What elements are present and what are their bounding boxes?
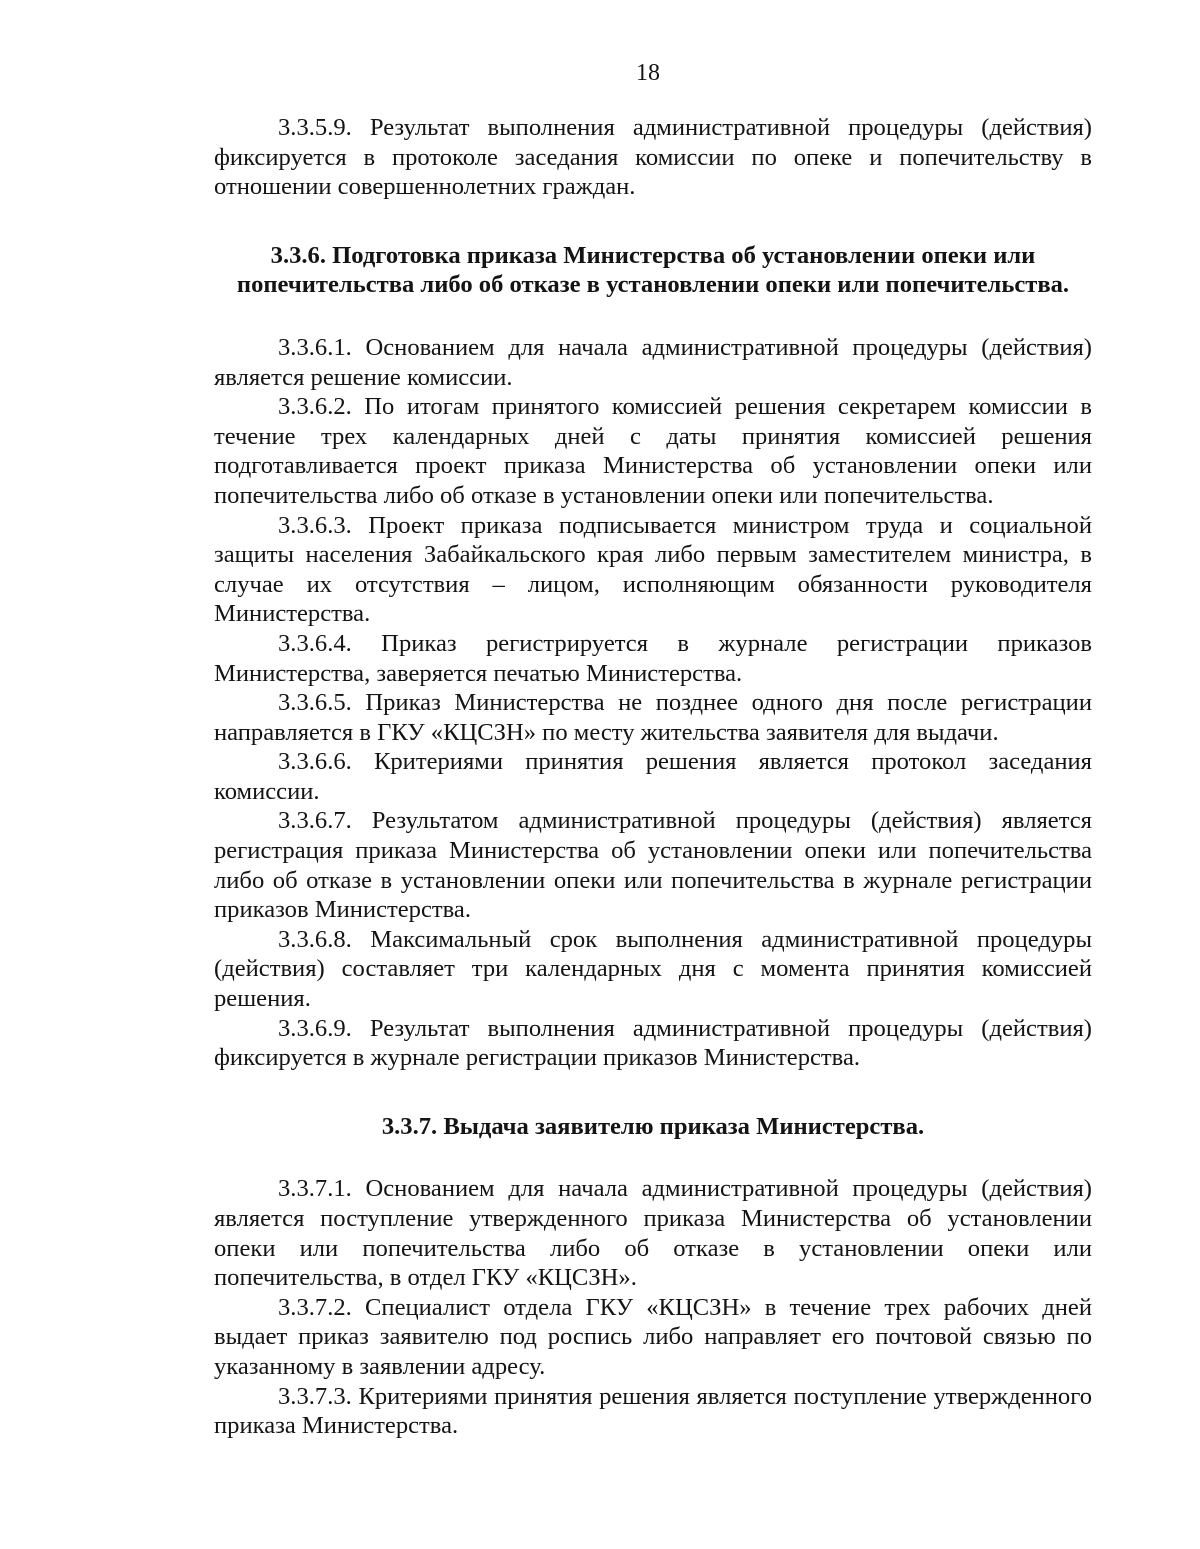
paragraph-3-3-7-2: 3.3.7.2. Специалист отдела ГКУ «КЦСЗН» в течение трех рабочих дней выдает приказ заявителю под роспись либо направляет его почтовой связью по указанному в заявлении адресу. [214, 1293, 1092, 1380]
document-body [214, 113, 1092, 1441]
paragraph-3-3-6-6: 3.3.6.6. Критериями принятия решения является протокол заседания комиссии. [214, 748, 1092, 805]
paragraph-3-3-6-7: 3.3.6.7. Результатом административной процедуры (действия) является регистрация приказа Министерства об установлении опеки или попечительства либо об отказе в установлении опеки или попечительства в журнале регистрации приказов Министерства. [214, 807, 1092, 924]
paragraph-3-3-6-5: 3.3.6.5. Приказ Министерства не позднее одного дня после регистрации направляется в ГКУ «КЦСЗН» по месту жительства заявителя для выдачи. [214, 689, 1092, 746]
paragraph-3-3-7-1: 3.3.7.1. Основанием для начала административной процедуры (действия) является поступление утвержденного приказа Министерства об установлении опеки или попечительства либо об отказе в установлении опеки или попечительства, в отдел ГКУ «КЦСЗН». [214, 1175, 1092, 1292]
paragraph-3-3-6-2: 3.3.6.2. По итогам принятого комиссией решения секретарем комиссии в течение трех календарных дней с даты принятия комиссией решения подготавливается проект приказа Министерства об установлении опеки или попечительства либо об отказе в установлении опеки или попечительства. [214, 393, 1092, 509]
section-heading-3-3-7: 3.3.7. Выдача заявителю приказа Министерства. [381, 1112, 925, 1140]
paragraph-3-3-6-8: 3.3.6.8. Максимальный срок выполнения административной процедуры (действия) составляет три календарных дня с момента принятия комиссией решения. [214, 925, 1092, 1013]
paragraph-3-3-7-3: 3.3.7.3. Критериями принятия решения является поступление утвержденного приказа Министерства. [214, 1382, 1092, 1440]
section-heading-3-3-6 [214, 241, 1092, 300]
page-number: 18 [636, 60, 660, 86]
section-heading-3-3-6-line2: попечительства либо об отказе в установлении опеки или попечительства. [236, 271, 1070, 299]
section-heading-3-3-6-line1: 3.3.6. Подготовка приказа Министерства об установлении опеки или [270, 241, 1036, 269]
paragraph-3-3-6-1: 3.3.6.1. Основанием для начала административной процедуры (действия) является решение комиссии. [214, 333, 1092, 391]
paragraph-3-3-5-9: 3.3.5.9. Результат выполнения административной процедуры (действия) фиксируется в протоколе заседания комиссии по опеке и попечительству в отношении совершеннолетних граждан. [214, 114, 1092, 201]
paragraph-3-3-6-9: 3.3.6.9. Результат выполнения административной процедуры (действия) фиксируется в журнале регистрации приказов Министерства. [214, 1014, 1092, 1072]
paragraph-3-3-6-3: 3.3.6.3. Проект приказа подписывается министром труда и социальной защиты населения Забайкальского края либо первым заместителем министра, в случае их отсутствия – лицом, исполняющим обязанности руководителя Министерства. [214, 511, 1092, 628]
paragraph-3-3-6-4: 3.3.6.4. Приказ регистрируется в журнале регистрации приказов Министерства, заверяется печатью Министерства. [214, 629, 1092, 687]
